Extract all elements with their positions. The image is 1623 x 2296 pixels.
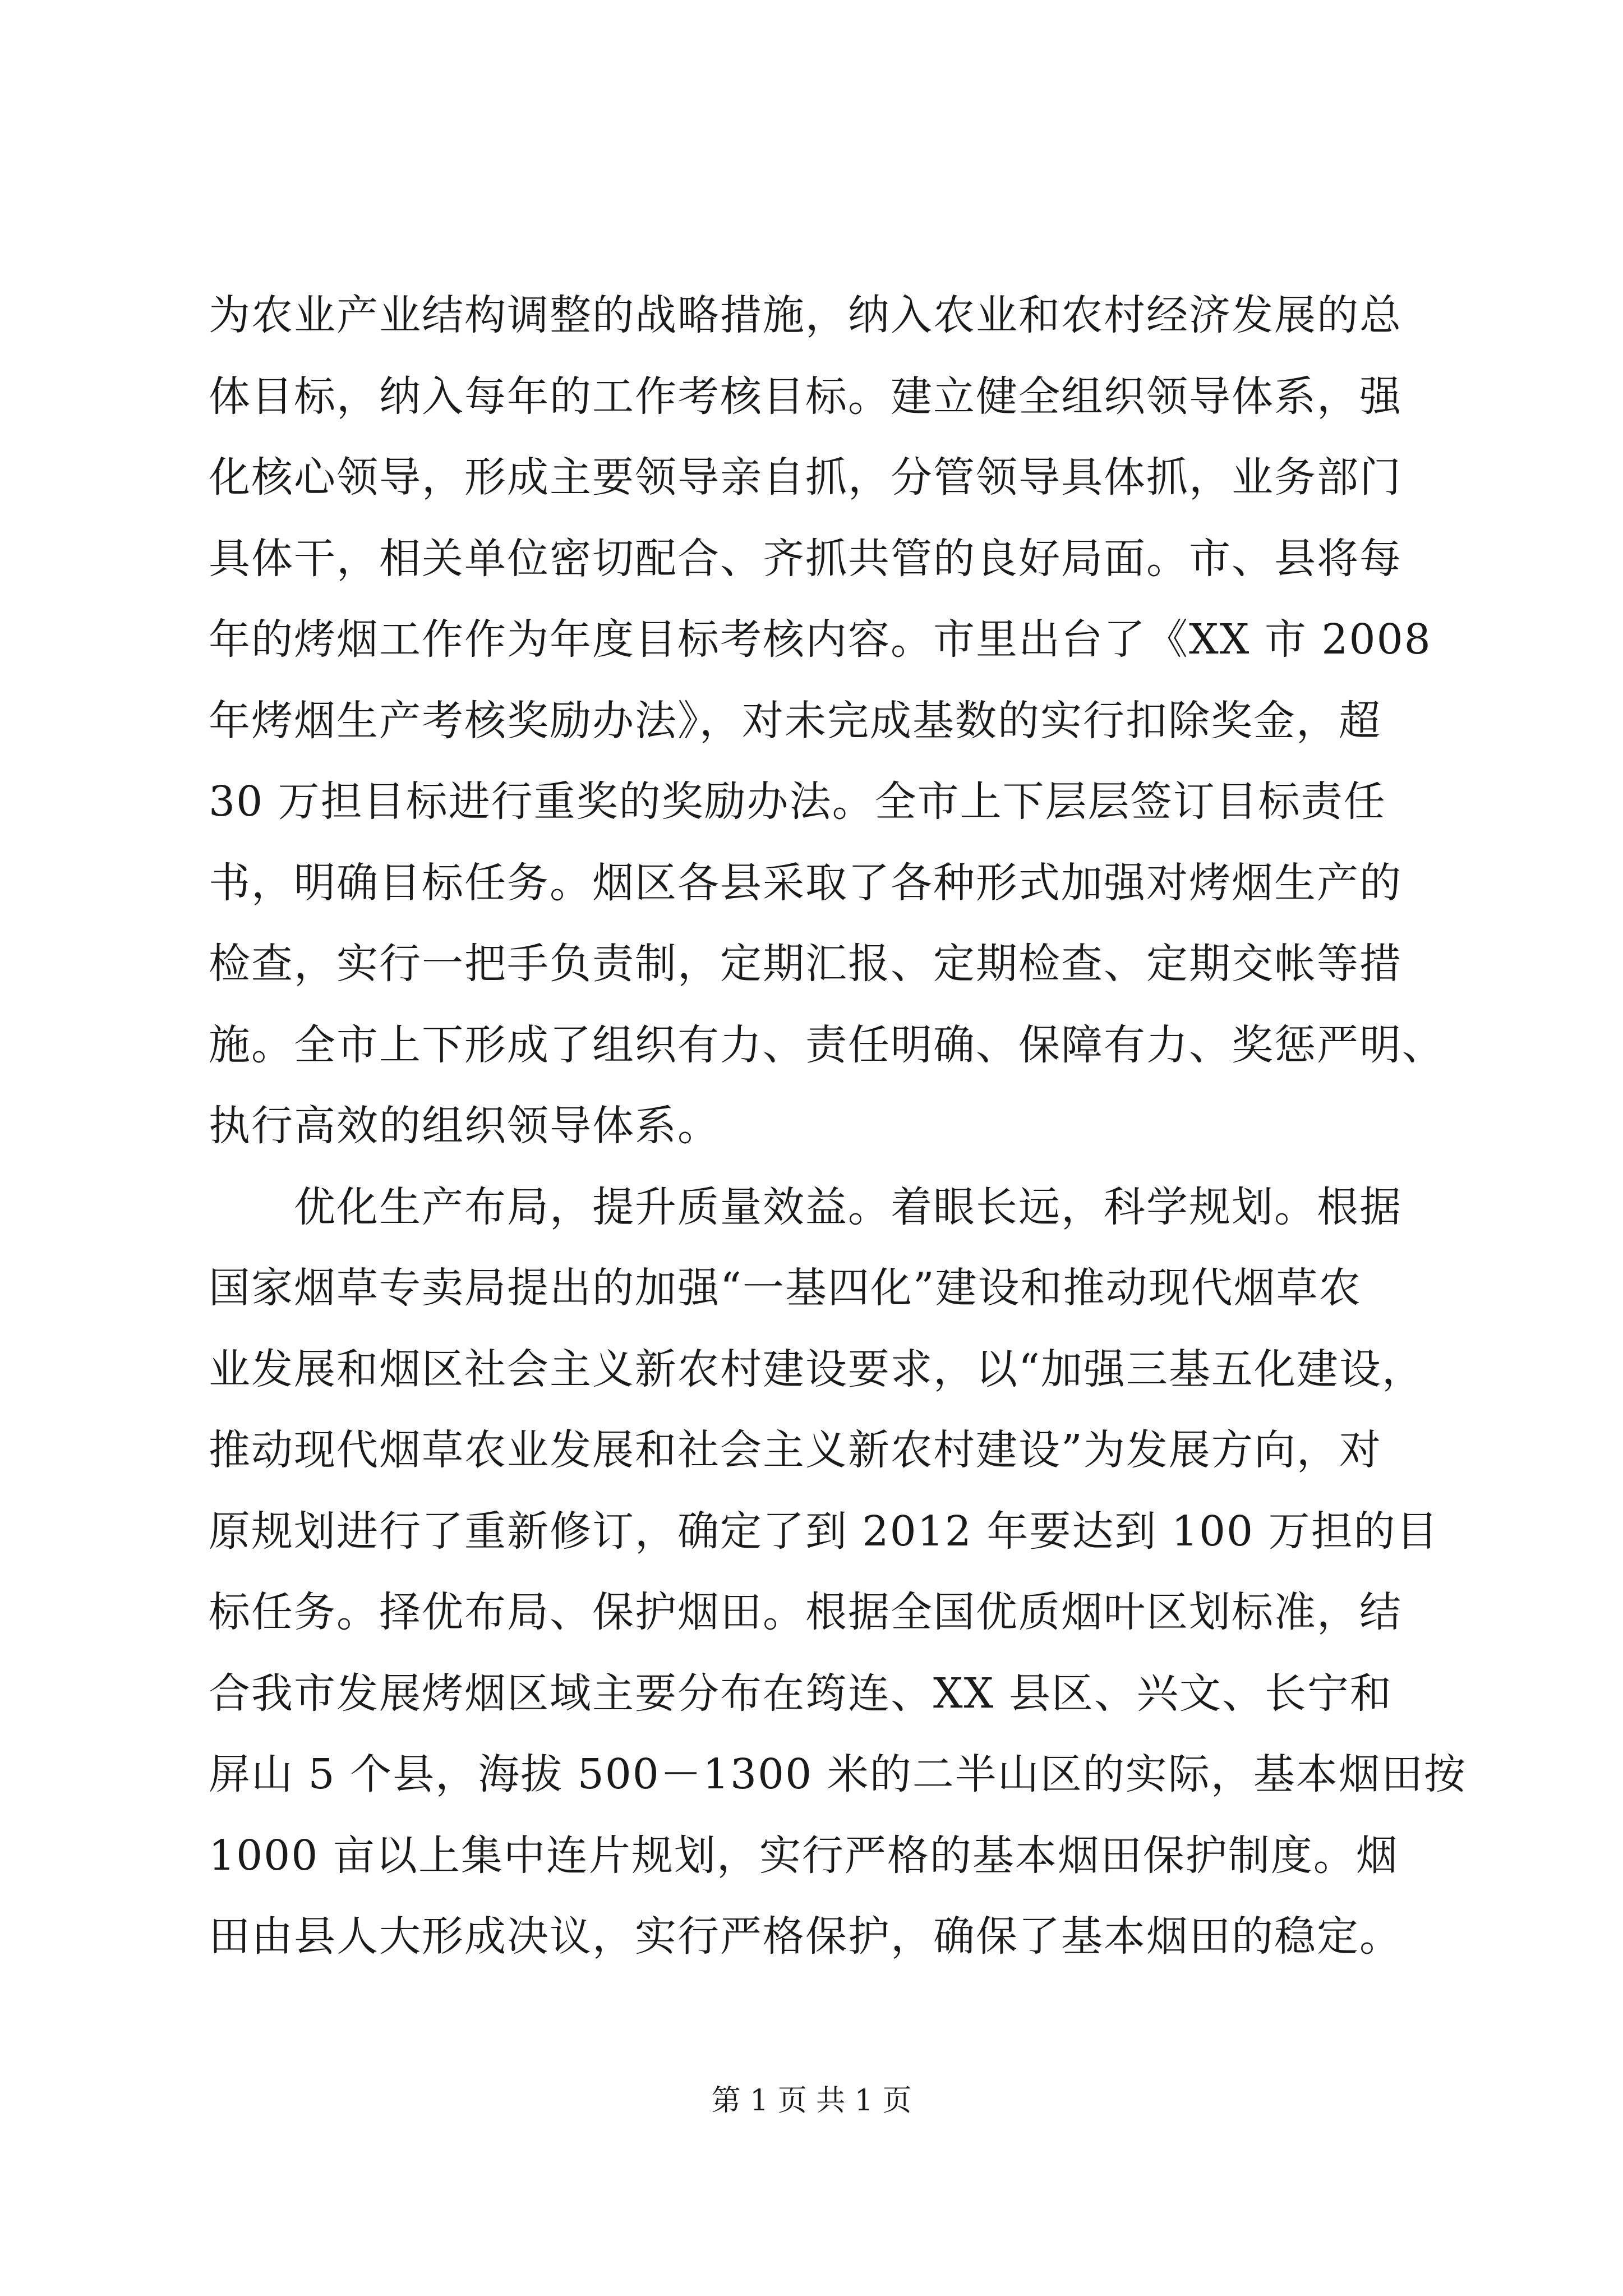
page-footer: 第 1 页 共 1 页 (711, 2084, 912, 2118)
text-line: 施。全市上下形成了组织有力、责任明确、保障有力、奖惩严明、 (209, 1020, 1445, 1069)
text-line: 屏山 5 个县，海拔 500－1300 米的二半山区的实际，基本烟田按 (209, 1750, 1467, 1798)
text-line: 30 万担目标进行重奖的奖励办法。全市上下层层签订目标责任 (209, 777, 1386, 826)
text-line: 业发展和烟区社会主义新农村建设要求，以“加强三基五化建设， (209, 1345, 1424, 1393)
text-line: 书，明确目标任务。烟区各县采取了各种形式加强对烤烟生产的 (209, 858, 1402, 907)
text-line: 优化生产布局，提升质量效益。着眼长远，科学规划。根据 (209, 1182, 1402, 1231)
text-line: 合我市发展烤烟区域主要分布在筠连、XX 县区、兴文、长宁和 (209, 1669, 1393, 1718)
text-line: 原规划进行了重新修订，确定了到 2012 年要达到 100 万担的目 (209, 1507, 1439, 1556)
body-text (209, 275, 1467, 1977)
text-line: 化核心领导，形成主要领导亲自抓，分管领导具体抓，业务部门 (209, 453, 1402, 501)
text-line: 年烤烟生产考核奖励办法》，对未完成基数的实行扣除奖金，超 (209, 696, 1381, 745)
text-line: 年的烤烟工作作为年度目标考核内容。市里出台了《XX 市 2008 (209, 615, 1432, 664)
text-line: 体目标，纳入每年的工作考核目标。建立健全组织领导体系，强 (209, 372, 1402, 421)
text-line: 国家烟草专卖局提出的加强“一基四化”建设和推动现代烟草农 (209, 1264, 1362, 1312)
text-line: 为农业产业结构调整的战略措施，纳入农业和农村经济发展的总 (209, 291, 1402, 339)
text-line: 1000 亩以上集中连片规划，实行严格的基本烟田保护制度。烟 (209, 1831, 1399, 1880)
text-line: 执行高效的组织领导体系。 (209, 1102, 720, 1150)
text-line: 检查，实行一把手负责制，定期汇报、定期检查、定期交帐等措 (209, 940, 1402, 988)
text-line: 田由县人大形成决议，实行严格保护，确保了基本烟田的稳定。 (209, 1912, 1402, 1961)
text-line: 具体干，相关单位密切配合、齐抓共管的良好局面。市、县将每 (209, 534, 1402, 583)
text-line: 标任务。择优布局、保护烟田。根据全国优质烟叶区划标准，结 (209, 1588, 1402, 1636)
text-line: 推动现代烟草农业发展和社会主义新农村建设”为发展方向，对 (209, 1426, 1382, 1474)
